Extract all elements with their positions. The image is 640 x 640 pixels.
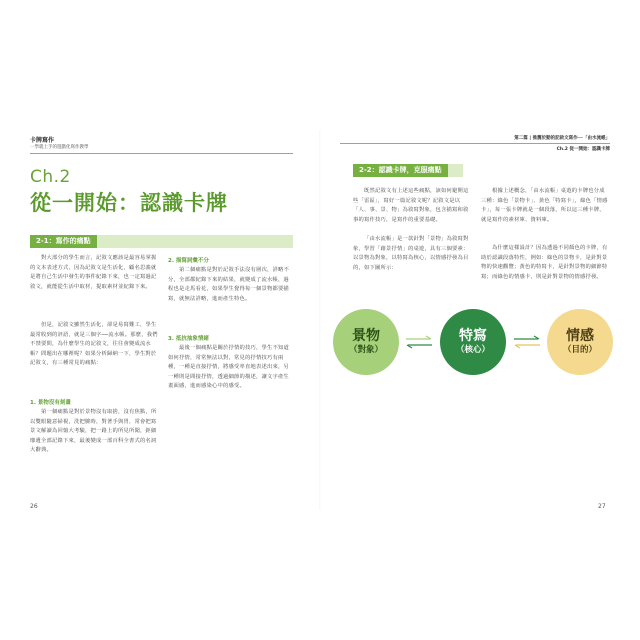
section-label-2-1: 2-1：寫作的痛點: [30, 235, 97, 248]
diagram-circle-emotion: [547, 309, 613, 375]
left-header-rule: [30, 153, 293, 154]
right-header-rule: [340, 143, 610, 144]
diagram-circle-scenery: [333, 309, 399, 375]
right-header-title: 第二篇 | 推薦於動的記敘文寫作──「由水流帳」: [514, 136, 610, 141]
right-header-subtitle: Ch.2 從一開始：認識卡牌: [556, 147, 610, 152]
left-col1-para3: 第一個痛點是對於景物沒有取捨，沒有焦點，所以雙眼隨意掃視，洗把臉時，對著手與胃，常會把寫景文解讀為回憶大考驗，把一路上的所見所聞，鉅細靡遺全部記錄下來，最後變成一部百科全書式的名詞大辭典。: [30, 409, 157, 454]
double-arrow-icon: [512, 334, 542, 350]
page-number-left: 26: [30, 503, 38, 510]
left-header-subtitle: 一學就上手的遊戲化寫作教學: [30, 145, 89, 150]
circle-sub-text: （目的）: [562, 345, 597, 355]
diagram-circle-closeup: [440, 309, 506, 375]
left-header-title: 卡牌寫作: [30, 137, 55, 144]
right-col2-para2: 為什麼這樣設計？因為透過不同顏色的卡牌，有助於認識段落特性，例如：綠色的景物卡，是針對景物的快速觀覽；黃色的特寫卡，是針對景物的細節特寫；而綠色的情感卡，則是針對景物的情感抒發。: [481, 245, 608, 280]
section-label-2-2: 2-2：認識卡牌，克服痛點: [353, 164, 448, 177]
page-gutter: [319, 130, 321, 510]
left-col1-para1: 對大部分的學生而言，記敘文應該是最容易掌握的文本表述方式，因為記敘文是生活化，顧名思義就是將自己生活中發生的事件紀錄下來，也一定寫過記敘文，就能從生活中取材，提取素材並紀錄下來。: [30, 255, 157, 290]
left-col2-para1: 第二個痛點是對於記敘手法沒有層次，詳略不分，全部都紀錄下來的結果，就變成了流水帳，過程也是走馬看花，如果學生覺得每一個景物都要描寫，就無法詳略，進而產生特色。: [168, 267, 289, 302]
right-col2-para1: 根據上述概念，「由水流帳」桌遊的卡牌也分成三種：綠色「景物卡」、黃色「特寫卡」，綠色「情感卡」，每一張卡牌就是一個段落，所以這三種卡牌，就是寫作的素材庫、資料庫。: [481, 188, 608, 223]
chapter-title: 從一開始：認識卡牌: [30, 191, 228, 215]
circle-sub-text: （對象）: [348, 345, 383, 355]
circle-sub-text: （核心）: [455, 345, 490, 355]
double-arrow-icon: [404, 334, 434, 350]
left-col2-para2: 最後一個痛點是關於抒情的技巧，學生不知道如何抒情，常常無法以對，常見的抒情技巧有兩種，一種是直接抒情，將感受率直地表述出來，另一種則是間接抒情，透過細節的描述，讓文字產生畫面感，進而感染心中的感受。: [168, 345, 289, 390]
circle-main-text: 特寫: [459, 328, 487, 344]
right-col1-para2: 「由水流帳」是一款針對「景物」為敘寫對象，學習「藉景抒情」的桌遊，具有三個要素：以景物為對象，以特寫為核心，以情感抒發為目的，如下圖所示：: [353, 236, 469, 271]
circle-main-text: 情感: [566, 328, 594, 344]
chapter-label: Ch.2: [30, 167, 71, 187]
subhead-2: 2. 描寫詞彙不分: [168, 258, 209, 264]
subhead-1: 1. 景物沒有刻畫: [30, 400, 71, 406]
subhead-3: 3. 抵抗抽象情緒: [168, 336, 209, 342]
circle-main-text: 景物: [352, 328, 380, 344]
right-col1-para1: 既然記敘文有上述這些痛點，該如何避開這些「雷區」，寫好一篇記敘文呢？記敘文是以「人、事、景、物」為敘寫對象，包含描寫和敘事的寫作技巧，是寫作的重要基礎。: [353, 188, 469, 223]
left-col1-para2: 但是，記敘文雖然生活化，卻是易寫難工，學生最常收到的評語，就是三個字──流水帳。那麼，我們不禁要問，為什麼學生的記敘文，往往會變成流水帳？問題出在哪裡呢？如果分析歸納一下，學生對於記敘文，有三種常見的痛點：: [30, 322, 158, 367]
page-number-right: 27: [598, 503, 606, 510]
